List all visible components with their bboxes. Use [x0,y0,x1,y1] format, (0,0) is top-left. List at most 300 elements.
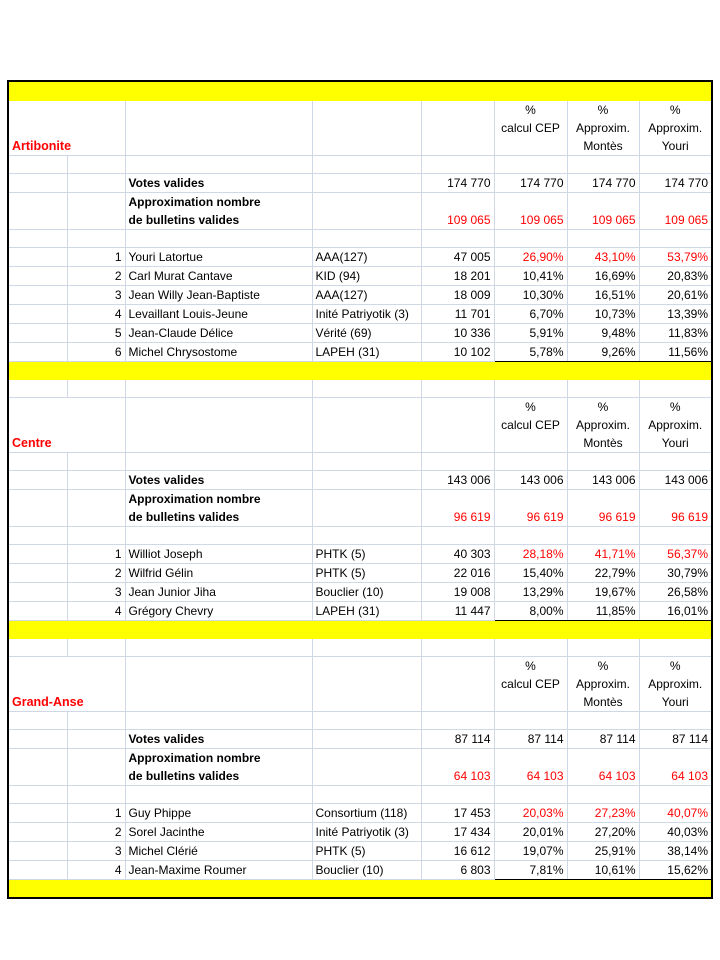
candidate-name[interactable]: Youri Latortue [125,247,312,266]
empty-cell[interactable] [312,397,421,452]
candidate-rank[interactable]: 1 [67,247,125,266]
header-text: calcul CEP [501,676,560,691]
yellow-separator[interactable] [8,620,712,638]
section-header-row [8,656,712,711]
votes-valides-value[interactable]: 87 114 [567,729,639,748]
candidate-name[interactable]: Sorel Jacinthe [125,822,312,841]
empty-cell[interactable] [8,526,67,544]
empty-cell[interactable] [312,711,421,729]
yellow-separator[interactable] [8,879,712,898]
empty-cell[interactable] [494,452,567,470]
header-pct-cep[interactable] [494,656,567,711]
header-text: % [525,102,536,117]
pct-approx-montes[interactable]: 9,26% [567,342,639,361]
section-header-row [8,100,712,155]
pct-calcul-cep[interactable]: 8,00% [494,601,567,620]
empty-cell[interactable] [567,229,639,247]
header-pct-cep[interactable] [494,100,567,155]
pct-approx-montes[interactable]: 16,69% [567,266,639,285]
votes-valides-label[interactable]: Votes valides [125,470,312,489]
empty-cell[interactable] [312,155,421,173]
blank-row [8,379,712,397]
candidate-row [8,841,712,860]
candidate-rank[interactable]: 3 [67,285,125,304]
pct-approx-montes[interactable]: 9,48% [567,323,639,342]
header-text: Youri [661,694,689,709]
empty-cell[interactable] [125,785,312,803]
empty-cell[interactable] [639,526,712,544]
empty-cell[interactable] [567,452,639,470]
pct-approx-youri[interactable]: 15,62% [639,860,712,879]
empty-cell[interactable] [567,155,639,173]
empty-cell[interactable] [8,192,67,229]
empty-cell[interactable] [312,173,421,192]
approx-bulletins-value[interactable]: 96 619 [494,489,567,526]
candidate-votes[interactable]: 18 009 [421,285,494,304]
yellow-separator[interactable] [8,361,712,379]
candidate-party[interactable]: Bouclier (10) [312,582,421,601]
empty-cell[interactable] [312,192,421,229]
candidate-rank[interactable]: 5 [67,323,125,342]
candidate-party[interactable]: Inité Patriyotik (3) [312,822,421,841]
votes-valides-value[interactable]: 143 006 [567,470,639,489]
approx-bulletins-label[interactable] [125,192,312,229]
empty-cell[interactable] [421,656,494,711]
pct-approx-youri[interactable]: 11,83% [639,323,712,342]
empty-cell[interactable] [494,526,567,544]
pct-calcul-cep[interactable]: 5,78% [494,342,567,361]
candidate-name[interactable]: Michel Chrysostome [125,342,312,361]
empty-cell[interactable] [8,729,67,748]
candidate-votes[interactable]: 40 303 [421,544,494,563]
candidate-name[interactable]: Guy Phippe [125,803,312,822]
blank-row [8,785,712,803]
empty-cell[interactable] [8,173,67,192]
candidate-name[interactable]: Williot Joseph [125,544,312,563]
empty-cell[interactable] [639,785,712,803]
empty-cell[interactable] [8,860,67,879]
votes-valides-label[interactable]: Votes valides [125,729,312,748]
candidate-name[interactable]: Jean-Maxime Roumer [125,860,312,879]
votes-valides-value[interactable]: 174 770 [494,173,567,192]
header-text: % [597,399,609,414]
candidate-name[interactable]: Jean-Claude Délice [125,323,312,342]
header-pct-montes[interactable] [567,397,639,452]
pct-calcul-cep[interactable]: 6,70% [494,304,567,323]
candidate-votes[interactable]: 6 803 [421,860,494,879]
empty-cell[interactable] [8,342,67,361]
candidate-name[interactable]: Grégory Chevry [125,601,312,620]
votes-valides-value[interactable]: 174 770 [421,173,494,192]
pct-approx-montes[interactable]: 10,61% [567,860,639,879]
empty-cell[interactable] [421,452,494,470]
votes-valides-row [8,729,712,748]
empty-cell[interactable] [125,155,312,173]
separator-row [8,620,712,638]
pct-approx-montes[interactable]: 22,79% [567,563,639,582]
pct-calcul-cep[interactable]: 10,41% [494,266,567,285]
header-text: % [669,658,681,673]
candidate-name[interactable]: Levaillant Louis-Jeune [125,304,312,323]
empty-cell[interactable] [312,470,421,489]
empty-cell[interactable] [567,526,639,544]
candidate-rank[interactable]: 4 [67,304,125,323]
candidate-party[interactable]: PHTK (5) [312,841,421,860]
approx-bulletins-value[interactable]: 64 103 [567,748,639,785]
candidate-votes[interactable]: 17 434 [421,822,494,841]
candidate-rank[interactable]: 4 [67,860,125,879]
empty-cell[interactable] [567,379,639,397]
empty-cell[interactable] [8,638,67,656]
pct-approx-montes[interactable]: 10,73% [567,304,639,323]
empty-cell[interactable] [8,822,67,841]
empty-cell[interactable] [67,638,125,656]
empty-cell[interactable] [8,323,67,342]
separator-row [8,81,712,100]
pct-approx-montes[interactable]: 27,23% [567,803,639,822]
candidate-votes[interactable]: 11 447 [421,601,494,620]
empty-cell[interactable] [312,100,421,155]
approx-bulletins-value[interactable]: 109 065 [567,192,639,229]
empty-cell[interactable] [494,379,567,397]
empty-cell[interactable] [67,748,125,785]
approx-bulletins-value[interactable]: 96 619 [567,489,639,526]
empty-cell[interactable] [421,155,494,173]
candidate-row [8,544,712,563]
candidate-party[interactable]: LAPEH (31) [312,342,421,361]
header-text: calcul CEP [501,417,560,432]
empty-cell[interactable] [125,656,312,711]
empty-cell[interactable] [8,285,67,304]
votes-valides-value[interactable]: 143 006 [421,470,494,489]
candidate-rank[interactable]: 6 [67,342,125,361]
candidate-rank[interactable]: 3 [67,841,125,860]
label-line: Approximation nombre [128,491,261,506]
empty-cell[interactable] [67,452,125,470]
candidate-rank[interactable]: 2 [67,563,125,582]
empty-cell[interactable] [312,229,421,247]
approx-bulletins-value[interactable]: 64 103 [494,748,567,785]
empty-cell[interactable] [494,638,567,656]
header-pct-montes[interactable] [567,656,639,711]
candidate-rank[interactable]: 2 [67,822,125,841]
pct-approx-youri[interactable]: 20,61% [639,285,712,304]
candidate-row [8,582,712,601]
header-text: % [597,102,609,117]
candidate-votes[interactable]: 10 102 [421,342,494,361]
empty-cell[interactable] [125,711,312,729]
votes-valides-value[interactable]: 87 114 [494,729,567,748]
separator-row [8,361,712,379]
approx-bulletins-value[interactable]: 96 619 [639,489,712,526]
pct-calcul-cep[interactable]: 15,40% [494,563,567,582]
votes-valides-value[interactable]: 174 770 [567,173,639,192]
candidate-party[interactable]: Bouclier (10) [312,860,421,879]
pct-approx-montes[interactable]: 16,51% [567,285,639,304]
pct-approx-youri[interactable]: 26,58% [639,582,712,601]
pct-calcul-cep[interactable]: 7,81% [494,860,567,879]
candidate-rank[interactable]: 1 [67,803,125,822]
pct-approx-youri[interactable]: 40,07% [639,803,712,822]
pct-approx-youri[interactable]: 11,56% [639,342,712,361]
empty-cell[interactable] [421,711,494,729]
empty-cell[interactable] [421,100,494,155]
candidate-party[interactable]: AAA(127) [312,285,421,304]
empty-cell[interactable] [67,470,125,489]
empty-cell[interactable] [67,229,125,247]
pct-calcul-cep[interactable]: 19,07% [494,841,567,860]
empty-cell[interactable] [67,526,125,544]
header-text: % [597,658,609,673]
pct-calcul-cep[interactable]: 20,03% [494,803,567,822]
pct-approx-montes[interactable]: 11,85% [567,601,639,620]
candidate-name[interactable]: Carl Murat Cantave [125,266,312,285]
approx-bulletins-value[interactable]: 109 065 [639,192,712,229]
empty-cell[interactable] [494,711,567,729]
approx-bulletins-value[interactable]: 64 103 [421,748,494,785]
candidate-party[interactable]: KID (94) [312,266,421,285]
candidate-party[interactable]: AAA(127) [312,247,421,266]
empty-cell[interactable] [567,785,639,803]
empty-cell[interactable] [67,711,125,729]
empty-cell[interactable] [8,748,67,785]
candidate-rank[interactable]: 3 [67,582,125,601]
empty-cell[interactable] [312,379,421,397]
pct-approx-youri[interactable]: 38,14% [639,841,712,860]
candidate-party[interactable]: PHTK (5) [312,544,421,563]
votes-valides-value[interactable]: 87 114 [421,729,494,748]
votes-valides-label[interactable]: Votes valides [125,173,312,192]
empty-cell[interactable] [8,489,67,526]
approx-bulletins-row [8,489,712,526]
header-pct-youri[interactable] [639,656,712,711]
votes-valides-value[interactable]: 143 006 [494,470,567,489]
pct-calcul-cep[interactable]: 26,90% [494,247,567,266]
candidate-row [8,247,712,266]
empty-cell[interactable] [8,247,67,266]
empty-cell[interactable] [639,379,712,397]
header-text: Approxim. [648,120,703,135]
empty-cell[interactable] [8,452,67,470]
empty-cell[interactable] [567,638,639,656]
region-title[interactable]: Grand-Anse [8,656,125,711]
pct-approx-youri[interactable]: 56,37% [639,544,712,563]
approx-bulletins-label[interactable] [125,748,312,785]
header-text: Approxim. [575,676,631,691]
empty-cell[interactable] [8,155,67,173]
empty-cell[interactable] [494,155,567,173]
empty-cell[interactable] [312,526,421,544]
empty-cell[interactable] [8,229,67,247]
votes-valides-value[interactable]: 174 770 [639,173,712,192]
pct-calcul-cep[interactable]: 10,30% [494,285,567,304]
candidate-name[interactable]: Michel Clérié [125,841,312,860]
candidate-votes[interactable]: 18 201 [421,266,494,285]
empty-cell[interactable] [567,711,639,729]
empty-cell[interactable] [8,841,67,860]
candidate-name[interactable]: Wilfrid Gélin [125,563,312,582]
header-text: % [525,399,536,414]
pct-approx-youri[interactable]: 16,01% [639,601,712,620]
approx-bulletins-value[interactable]: 109 065 [494,192,567,229]
pct-calcul-cep[interactable]: 5,91% [494,323,567,342]
candidate-row [8,285,712,304]
pct-approx-youri[interactable]: 40,03% [639,822,712,841]
empty-cell[interactable] [421,379,494,397]
pct-approx-youri[interactable]: 20,83% [639,266,712,285]
approx-bulletins-value[interactable]: 96 619 [421,489,494,526]
empty-cell[interactable] [639,155,712,173]
empty-cell[interactable] [8,601,67,620]
pct-calcul-cep[interactable]: 13,29% [494,582,567,601]
candidate-votes[interactable]: 17 453 [421,803,494,822]
empty-cell[interactable] [494,785,567,803]
header-pct-montes[interactable] [567,100,639,155]
empty-cell[interactable] [125,638,312,656]
empty-cell[interactable] [67,192,125,229]
empty-cell[interactable] [8,544,67,563]
empty-cell[interactable] [421,526,494,544]
header-text: Approxim. [648,417,703,432]
empty-cell[interactable] [421,397,494,452]
candidate-votes[interactable]: 16 612 [421,841,494,860]
votes-valides-row [8,470,712,489]
pct-approx-youri[interactable]: 13,39% [639,304,712,323]
empty-cell[interactable] [312,489,421,526]
empty-cell[interactable] [67,173,125,192]
blank-row [8,526,712,544]
candidate-row [8,323,712,342]
empty-cell[interactable] [312,729,421,748]
empty-cell[interactable] [67,379,125,397]
section-header-row [8,397,712,452]
pct-calcul-cep[interactable]: 20,01% [494,822,567,841]
header-pct-youri[interactable] [639,397,712,452]
empty-cell[interactable] [67,155,125,173]
empty-cell[interactable] [8,266,67,285]
empty-cell[interactable] [8,563,67,582]
empty-cell[interactable] [8,711,67,729]
candidate-party[interactable]: Consortium (118) [312,803,421,822]
candidate-rank[interactable]: 2 [67,266,125,285]
label-line: de bulletins valides [128,212,240,227]
header-text: % [669,399,681,414]
header-text: Youri [661,138,689,153]
candidate-votes[interactable]: 47 005 [421,247,494,266]
empty-cell[interactable] [8,582,67,601]
approx-bulletins-value[interactable]: 64 103 [639,748,712,785]
empty-cell[interactable] [312,656,421,711]
candidate-row [8,860,712,879]
empty-cell[interactable] [125,397,312,452]
candidate-name[interactable]: Jean Willy Jean-Baptiste [125,285,312,304]
candidate-party[interactable]: PHTK (5) [312,563,421,582]
header-pct-cep[interactable] [494,397,567,452]
empty-cell[interactable] [8,803,67,822]
empty-cell[interactable] [639,638,712,656]
empty-cell[interactable] [312,638,421,656]
blank-row [8,155,712,173]
empty-cell[interactable] [125,452,312,470]
header-text [498,137,564,155]
candidate-party[interactable]: LAPEH (31) [312,601,421,620]
candidate-name[interactable]: Jean Junior Jiha [125,582,312,601]
candidate-votes[interactable]: 10 336 [421,323,494,342]
votes-valides-row [8,173,712,192]
empty-cell[interactable] [312,452,421,470]
header-text: Montès [583,435,623,450]
empty-cell[interactable] [8,470,67,489]
header-text: Montès [583,694,623,709]
yellow-separator[interactable] [8,81,712,100]
label-line: de bulletins valides [128,509,240,524]
empty-cell[interactable] [67,729,125,748]
header-text [498,434,564,452]
pct-approx-montes[interactable]: 43,10% [567,247,639,266]
empty-cell[interactable] [639,452,712,470]
empty-cell[interactable] [125,379,312,397]
blank-row [8,638,712,656]
candidate-party[interactable]: Vérité (69) [312,323,421,342]
label-line: Approximation nombre [128,194,261,209]
header-text: Approxim. [648,676,703,691]
empty-cell[interactable] [639,229,712,247]
empty-cell[interactable] [421,785,494,803]
candidate-votes[interactable]: 19 008 [421,582,494,601]
empty-cell[interactable] [312,748,421,785]
candidate-votes[interactable]: 11 701 [421,304,494,323]
empty-cell[interactable] [8,785,67,803]
empty-cell[interactable] [421,229,494,247]
candidate-party[interactable]: Inité Patriyotik (3) [312,304,421,323]
separator-row [8,879,712,898]
candidate-rank[interactable]: 4 [67,601,125,620]
blank-row [8,229,712,247]
pct-approx-montes[interactable]: 19,67% [567,582,639,601]
header-pct-youri[interactable] [639,100,712,155]
votes-valides-value[interactable]: 87 114 [639,729,712,748]
empty-cell[interactable] [494,229,567,247]
election-results-sheet [7,80,713,899]
approx-bulletins-value[interactable]: 109 065 [421,192,494,229]
candidate-row [8,563,712,582]
empty-cell[interactable] [312,785,421,803]
approx-bulletins-label[interactable] [125,489,312,526]
pct-approx-montes[interactable]: 41,71% [567,544,639,563]
candidate-row [8,304,712,323]
candidate-rank[interactable]: 1 [67,544,125,563]
empty-cell[interactable] [8,379,67,397]
pct-calcul-cep[interactable]: 28,18% [494,544,567,563]
region-title[interactable]: Centre [8,397,125,452]
empty-cell[interactable] [421,638,494,656]
pct-approx-youri[interactable]: 30,79% [639,563,712,582]
pct-approx-montes[interactable]: 27,20% [567,822,639,841]
pct-approx-youri[interactable]: 53,79% [639,247,712,266]
candidate-votes[interactable]: 22 016 [421,563,494,582]
empty-cell[interactable] [125,100,312,155]
empty-cell[interactable] [639,711,712,729]
empty-cell[interactable] [67,785,125,803]
region-title[interactable]: Artibonite [8,100,125,155]
empty-cell[interactable] [125,526,312,544]
empty-cell[interactable] [125,229,312,247]
votes-valides-value[interactable]: 143 006 [639,470,712,489]
empty-cell[interactable] [67,489,125,526]
candidate-row [8,822,712,841]
empty-cell[interactable] [8,304,67,323]
pct-approx-montes[interactable]: 25,91% [567,841,639,860]
